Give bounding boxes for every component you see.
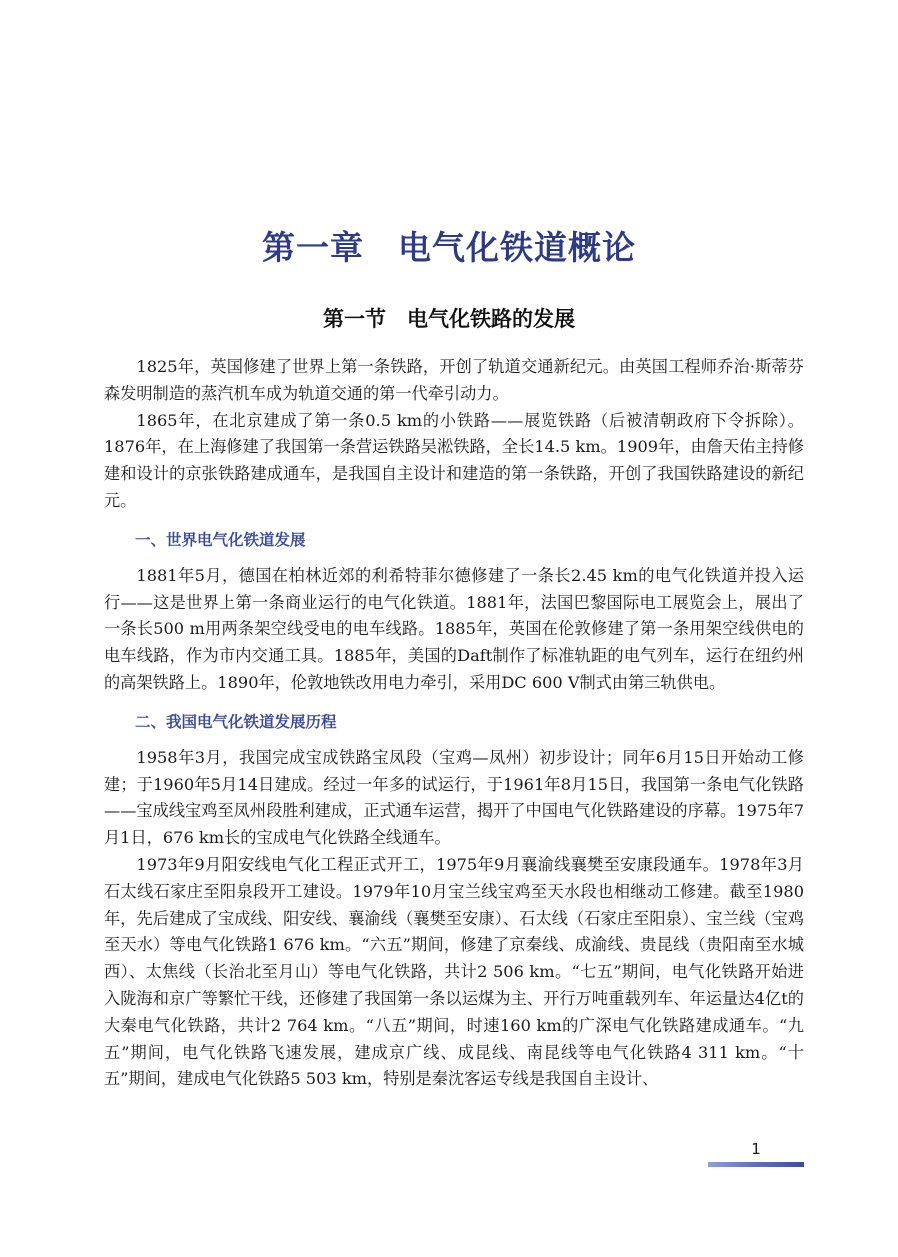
paragraph: 1825年，英国修建了世界上第一条铁路，开创了轨道交通新纪元。由英国工程师乔治·斯蒂芬森发明制造的蒸汽机车成为轨道交通的第一代牵引动力。 — [104, 357, 804, 403]
page-footer — [708, 1136, 804, 1176]
subsection-heading-world: 一、世界电气化铁道发展 — [135, 530, 306, 549]
paragraph: 1881年5月，德国在柏林近郊的利希特菲尔德修建了一条长2.45 km的电气化铁道并投入运行——这是世界上第一条商业运行的电气化铁道。1881年，法国巴黎国际电工展览会上，展出了一条长500 m用两条架空线受电的电车线路。1885年，英国在伦敦修建了第一条用架空线供电的电车线路，作为市内交通工具。1885年，美国的Daft制作了标准轨距的电气列车，运行在纽约州的高架铁路上。1890年，伦敦地铁改用电力牵引，采用DC 600 V制式由第三轨供电。 — [104, 565, 804, 692]
body-text — [104, 354, 804, 1093]
subsection-heading-china: 二、我国电气化铁道发展历程 — [135, 712, 337, 731]
page-number: 1 — [751, 1140, 761, 1158]
paragraph: 1958年3月，我国完成宝成铁路宝凤段（宝鸡—凤州）初步设计；同年6月15日开始动工修建；于1960年5月14日建成。经过一年多的试运行，于1961年8月15日，我国第一条电气化铁路——宝成线宝鸡至凤州段胜利建成，正式通车运营，揭开了中国电气化铁路建设的序幕。1975年7月1日，676 km长的宝成电气化铁路全线通车。 — [104, 747, 804, 848]
footer-accent-bar — [708, 1162, 804, 1167]
paragraph: 1865年，在北京建成了第一条0.5 km的小铁路——展览铁路（后被清朝政府下令拆除）。1876年，在上海修建了我国第一条营运铁路吴淞铁路，全长14.5 km。1909年，由詹天佑主持修建和设计的京张铁路建成通车，是我国自主设计和建造的第一条铁路，开创了我国铁路建设的新纪元。 — [104, 410, 804, 510]
paragraph: 1973年9月阳安线电气化工程正式开工，1975年9月襄渝线襄樊至安康段通车。1978年3月石太线石家庄至阳泉段开工建设。1979年10月宝兰线宝鸡至天水段也相继动工修建。截至1980年，先后建成了宝成线、阳安线、襄渝线（襄樊至安康）、石太线（石家庄至阳泉）、宝兰线（宝鸡至天水）等电气化铁路1 676 km。“六五”期间，修建了京秦线、成渝线、贵昆线（贵阳南至水城西）、太焦线（长治北至月山）等电气化铁路，共计2 506 km。“七五”期间，电气化铁路开始进入陇海和京广等繁忙干线，还修建了我国第一条以运煤为主、开行万吨重载列车、年运量达4亿t的大秦电气化铁路，共计2 764 km。“八五”期间，时速160 km的广深电气化铁路建成通车。“九五”期间，电气化铁路飞速发展，建成京广线、成昆线、南昆线等电气化铁路4 311 km。“十五”期间，建成电气化铁路5 503 km，特别是秦沈客运专线是我国自主设计、 — [104, 854, 804, 1089]
section-title: 第一节 电气化铁路的发展 — [323, 307, 575, 331]
chapter-title: 第一章 电气化铁道概论 — [262, 228, 636, 267]
